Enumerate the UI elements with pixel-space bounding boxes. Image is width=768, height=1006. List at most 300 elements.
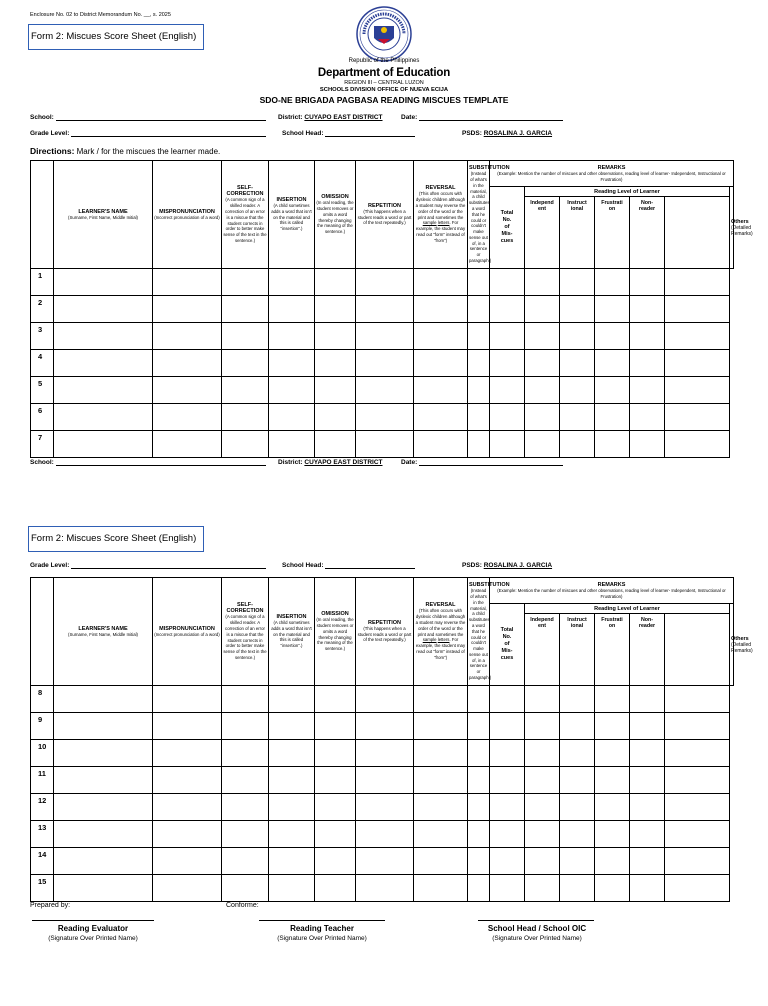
reading-level-header: Reading Level of Learner (525, 604, 730, 614)
table-row (31, 323, 734, 350)
entry-cell[interactable] (222, 821, 269, 848)
entry-cell[interactable] (490, 713, 525, 740)
entry-cell[interactable] (315, 296, 356, 323)
grade-level-line: Grade Level: (30, 130, 266, 137)
entry-cell[interactable] (490, 350, 525, 377)
entry-cell[interactable] (468, 431, 490, 458)
entry-cell[interactable] (54, 431, 153, 458)
entry-cell[interactable] (153, 713, 222, 740)
others-header: Others (Detailed Remarks) (730, 187, 734, 269)
entry-cell[interactable] (54, 323, 153, 350)
school-blank[interactable] (56, 114, 266, 121)
psds-value-2: ROSALINA J. GARCIA (483, 562, 553, 569)
entry-cell[interactable] (525, 740, 560, 767)
entry-cell[interactable] (153, 848, 222, 875)
total-miscues-header: Total No. of Mis- cues (490, 187, 525, 269)
entry-cell[interactable] (525, 296, 560, 323)
entry-cell[interactable] (153, 269, 222, 296)
school-head-role: School Head / School OIC (487, 924, 587, 933)
entry-cell[interactable] (490, 740, 525, 767)
miscues-table-2 (30, 577, 753, 902)
row-number: 11 (31, 767, 54, 794)
entry-cell[interactable] (665, 377, 730, 404)
entry-cell[interactable] (468, 767, 490, 794)
directions: Directions: Mark / for the miscues the learner made. (30, 146, 221, 156)
entry-cell[interactable] (54, 296, 153, 323)
school-line: School: (30, 114, 266, 121)
entry-cell[interactable] (665, 686, 730, 713)
form-title-box: Form 2: Miscues Score Sheet (English) (28, 24, 204, 50)
row-number: 1 (31, 269, 54, 296)
entry-cell[interactable] (560, 431, 595, 458)
entry-cell[interactable] (54, 821, 153, 848)
entry-cell[interactable] (665, 821, 730, 848)
entry-cell[interactable] (665, 713, 730, 740)
entry-cell[interactable] (490, 875, 525, 902)
district-line: District: CUYAPO EAST DISTRICT (278, 114, 383, 121)
entry-cell[interactable] (560, 296, 595, 323)
entry-cell[interactable] (315, 767, 356, 794)
entry-cell[interactable] (54, 269, 153, 296)
table-row (31, 269, 734, 296)
entry-cell[interactable] (356, 848, 414, 875)
entry-cell[interactable] (630, 686, 665, 713)
entry-cell[interactable] (468, 875, 490, 902)
enclosure-note: Enclosure No. 02 to District Memorandum No. __, s. 2025 (30, 12, 171, 18)
entry-cell[interactable] (525, 713, 560, 740)
entry-cell[interactable] (269, 740, 315, 767)
entry-cell[interactable] (222, 377, 269, 404)
entry-cell[interactable] (269, 269, 315, 296)
level-frustration-header: Frustrati on (595, 614, 630, 686)
entry-cell[interactable] (414, 377, 468, 404)
entry-cell[interactable] (153, 350, 222, 377)
school-head-line-2: School Head: (282, 562, 415, 569)
entry-cell[interactable] (153, 404, 222, 431)
grade-level-blank-2[interactable] (71, 562, 266, 569)
entry-cell[interactable] (560, 821, 595, 848)
entry-cell[interactable] (665, 323, 730, 350)
table-row (31, 848, 734, 875)
row-number: 4 (31, 350, 54, 377)
entry-cell[interactable] (525, 875, 560, 902)
entry-cell[interactable] (630, 323, 665, 350)
psds-line: PSDS: ROSALINA J. GARCIA (462, 130, 553, 137)
prepared-by-label: Prepared by: (30, 902, 71, 909)
department-title: Department of Education (317, 67, 451, 79)
entry-cell[interactable] (222, 740, 269, 767)
entry-cell[interactable] (414, 848, 468, 875)
entry-cell[interactable] (665, 848, 730, 875)
remarks-header: REMARKS (Example: Mention the number of miscues and other observations, reading level of learner- Independent, Instructional or Frustration) (490, 578, 734, 604)
entry-cell[interactable] (356, 431, 414, 458)
entry-cell[interactable] (269, 431, 315, 458)
entry-cell[interactable] (222, 713, 269, 740)
entry-cell[interactable] (153, 794, 222, 821)
entry-cell[interactable] (630, 713, 665, 740)
entry-cell[interactable] (222, 875, 269, 902)
republic-line: Republic of the Philippines (348, 58, 420, 64)
entry-cell[interactable] (490, 269, 525, 296)
reversal-header: REVERSAL (This often occurs with dyslexic children although a student may reverse the order of the word or the print and sometimes the sample letters. For example, the student may read out "form" instead of "from") (414, 578, 468, 686)
table-row (31, 296, 734, 323)
entry-cell[interactable] (595, 713, 630, 740)
entry-cell[interactable] (468, 350, 490, 377)
entry-cell[interactable] (525, 848, 560, 875)
entry-cell[interactable] (269, 350, 315, 377)
level-blank-header (665, 614, 730, 686)
entry-cell[interactable] (595, 269, 630, 296)
psds-value: ROSALINA J. GARCIA (483, 130, 553, 137)
entry-cell[interactable] (54, 848, 153, 875)
entry-cell[interactable] (468, 269, 490, 296)
entry-cell[interactable] (356, 767, 414, 794)
entry-cell[interactable] (222, 848, 269, 875)
row-number: 13 (31, 821, 54, 848)
entry-cell[interactable] (54, 377, 153, 404)
entry-cell[interactable] (490, 794, 525, 821)
entry-cell[interactable] (595, 848, 630, 875)
row-number: 3 (31, 323, 54, 350)
entry-cell[interactable] (490, 296, 525, 323)
entry-cell[interactable] (356, 794, 414, 821)
table-row (31, 686, 734, 713)
entry-cell[interactable] (356, 821, 414, 848)
entry-cell[interactable] (315, 269, 356, 296)
school-head-blank-2[interactable] (325, 562, 415, 569)
entry-cell[interactable] (414, 431, 468, 458)
entry-cell[interactable] (315, 848, 356, 875)
entry-cell[interactable] (54, 767, 153, 794)
entry-cell[interactable] (595, 767, 630, 794)
entry-cell[interactable] (269, 296, 315, 323)
insertion-header: INSERTION (A child sometimes adds a word that isn't on the material and this is called "insertion".) (269, 578, 315, 686)
entry-cell[interactable] (269, 713, 315, 740)
entry-cell[interactable] (153, 686, 222, 713)
entry-cell[interactable] (630, 875, 665, 902)
repetition-header: REPETITION (This happens when a student reads a word or part of the text repeatedly.) (356, 161, 414, 269)
entry-cell[interactable] (54, 686, 153, 713)
entry-cell[interactable] (560, 794, 595, 821)
entry-cell[interactable] (414, 821, 468, 848)
district-value-2: CUYAPO EAST DISTRICT (304, 459, 383, 466)
learner-name-header: LEARNER'S NAME (Surname, First Name, Middle Initial) (54, 161, 153, 269)
level-frustration-header: Frustrati on (595, 197, 630, 269)
entry-cell[interactable] (630, 296, 665, 323)
entry-cell[interactable] (356, 323, 414, 350)
entry-cell[interactable] (54, 740, 153, 767)
entry-cell[interactable] (665, 740, 730, 767)
form-title-box-2: Form 2: Miscues Score Sheet (English) (28, 526, 204, 552)
entry-cell[interactable] (468, 740, 490, 767)
table-row (31, 377, 734, 404)
entry-cell[interactable] (490, 686, 525, 713)
row-number: 9 (31, 713, 54, 740)
entry-cell[interactable] (490, 323, 525, 350)
district-line-2: District: CUYAPO EAST DISTRICT (278, 459, 383, 466)
entry-cell[interactable] (468, 377, 490, 404)
entry-cell[interactable] (222, 794, 269, 821)
entry-cell[interactable] (595, 875, 630, 902)
entry-cell[interactable] (315, 377, 356, 404)
entry-cell[interactable] (54, 713, 153, 740)
entry-cell[interactable] (269, 404, 315, 431)
level-instructional-header: Instruct ional (560, 197, 595, 269)
entry-cell[interactable] (222, 767, 269, 794)
entry-cell[interactable] (560, 767, 595, 794)
entry-cell[interactable] (414, 323, 468, 350)
entry-cell[interactable] (490, 767, 525, 794)
entry-cell[interactable] (665, 767, 730, 794)
entry-cell[interactable] (356, 377, 414, 404)
entry-cell[interactable] (222, 686, 269, 713)
entry-cell[interactable] (414, 269, 468, 296)
entry-cell[interactable] (595, 431, 630, 458)
school-blank-2[interactable] (56, 459, 266, 466)
table-row (31, 404, 734, 431)
entry-cell[interactable] (595, 323, 630, 350)
table-row (31, 713, 734, 740)
entry-cell[interactable] (525, 767, 560, 794)
entry-cell[interactable] (153, 323, 222, 350)
entry-cell[interactable] (630, 821, 665, 848)
entry-cell[interactable] (630, 350, 665, 377)
school-line-2: School: (30, 459, 266, 466)
entry-cell[interactable] (630, 377, 665, 404)
entry-cell[interactable] (414, 875, 468, 902)
row-number: 5 (31, 377, 54, 404)
grade-level-line-2: Grade Level: (30, 562, 266, 569)
entry-cell[interactable] (356, 269, 414, 296)
entry-cell[interactable] (665, 350, 730, 377)
entry-cell[interactable] (560, 404, 595, 431)
entry-cell[interactable] (315, 713, 356, 740)
entry-cell[interactable] (315, 350, 356, 377)
table-row (31, 794, 734, 821)
entry-cell[interactable] (630, 269, 665, 296)
entry-cell[interactable] (269, 794, 315, 821)
signature-line-teacher[interactable] (259, 920, 385, 921)
entry-cell[interactable] (222, 269, 269, 296)
entry-cell[interactable] (630, 794, 665, 821)
entry-cell[interactable] (315, 431, 356, 458)
entry-cell[interactable] (315, 404, 356, 431)
entry-cell[interactable] (222, 323, 269, 350)
self-correction-header: SELF-CORRECTION (A common sign of a skilled reader. A correction of an error is a miscue that the student corrects in order to better make sense of the text in the sentence.) (222, 578, 269, 686)
entry-cell[interactable] (665, 404, 730, 431)
entry-cell[interactable] (54, 794, 153, 821)
entry-cell[interactable] (595, 296, 630, 323)
entry-cell[interactable] (560, 686, 595, 713)
entry-cell[interactable] (153, 821, 222, 848)
entry-cell[interactable] (665, 269, 730, 296)
entry-cell[interactable] (222, 350, 269, 377)
entry-cell[interactable] (525, 269, 560, 296)
reading-evaluator-note: (Signature Over Printed Name) (48, 935, 138, 942)
conforme-label: Conforme: (226, 902, 259, 909)
omission-header: OMISSION (In oral reading, the student removes or omits a word thereby changing the meaning of the sentence.) (315, 161, 356, 269)
entry-cell[interactable] (490, 404, 525, 431)
entry-cell[interactable] (153, 377, 222, 404)
entry-cell[interactable] (54, 350, 153, 377)
entry-cell[interactable] (414, 767, 468, 794)
entry-cell[interactable] (269, 686, 315, 713)
level-nonreader-header: Non- reader (630, 197, 665, 269)
row-number: 15 (31, 875, 54, 902)
table-row (31, 875, 734, 902)
entry-cell[interactable] (356, 296, 414, 323)
entry-cell[interactable] (356, 686, 414, 713)
date-line: Date: (401, 114, 563, 121)
entry-cell[interactable] (269, 323, 315, 350)
reading-level-header: Reading Level of Learner (525, 187, 730, 197)
total-miscues-header: Total No. of Mis- cues (490, 604, 525, 686)
entry-cell[interactable] (525, 794, 560, 821)
table-row (31, 350, 734, 377)
entry-cell[interactable] (468, 794, 490, 821)
mispronunciation-header: MISPRONUNCIATION (Incorrect pronunciation of a word) (153, 161, 222, 269)
entry-cell[interactable] (153, 431, 222, 458)
entry-cell[interactable] (525, 821, 560, 848)
entry-cell[interactable] (414, 686, 468, 713)
entry-cell[interactable] (269, 848, 315, 875)
entry-cell[interactable] (525, 686, 560, 713)
entry-cell[interactable] (525, 350, 560, 377)
school-head-line: School Head: (282, 130, 415, 137)
signature-line-school-head[interactable] (478, 920, 594, 921)
entry-cell[interactable] (356, 740, 414, 767)
entry-cell[interactable] (315, 794, 356, 821)
entry-cell[interactable] (630, 431, 665, 458)
entry-cell[interactable] (414, 296, 468, 323)
entry-cell[interactable] (315, 821, 356, 848)
entry-cell[interactable] (222, 296, 269, 323)
entry-cell[interactable] (468, 296, 490, 323)
date-blank-2[interactable] (419, 459, 563, 466)
entry-cell[interactable] (630, 740, 665, 767)
division-line: SCHOOLS DIVISION OFFICE OF NUEVA ECIJA (319, 87, 449, 93)
level-instructional-header: Instruct ional (560, 614, 595, 686)
entry-cell[interactable] (630, 404, 665, 431)
entry-cell[interactable] (490, 377, 525, 404)
entry-cell[interactable] (490, 821, 525, 848)
entry-cell[interactable] (269, 377, 315, 404)
entry-cell[interactable] (665, 431, 730, 458)
entry-cell[interactable] (560, 269, 595, 296)
entry-cell[interactable] (269, 875, 315, 902)
entry-cell[interactable] (356, 713, 414, 740)
entry-cell[interactable] (468, 404, 490, 431)
entry-cell[interactable] (269, 767, 315, 794)
entry-cell[interactable] (315, 875, 356, 902)
table-row (31, 740, 734, 767)
entry-cell[interactable] (468, 713, 490, 740)
template-title: SDO-NE BRIGADA PAGBASA READING MISCUES TEMPLATE (259, 95, 509, 105)
entry-cell[interactable] (468, 821, 490, 848)
entry-cell[interactable] (153, 296, 222, 323)
date-blank[interactable] (419, 114, 563, 121)
entry-cell[interactable] (595, 821, 630, 848)
entry-cell[interactable] (560, 740, 595, 767)
entry-cell[interactable] (153, 740, 222, 767)
entry-cell[interactable] (54, 404, 153, 431)
level-independent-header: Independ ent (525, 197, 560, 269)
entry-cell[interactable] (525, 377, 560, 404)
entry-cell[interactable] (468, 686, 490, 713)
entry-cell[interactable] (315, 323, 356, 350)
entry-cell[interactable] (414, 404, 468, 431)
entry-cell[interactable] (560, 377, 595, 404)
entry-cell[interactable] (54, 875, 153, 902)
entry-cell[interactable] (414, 350, 468, 377)
signature-line-evaluator[interactable] (32, 920, 154, 921)
entry-cell[interactable] (468, 848, 490, 875)
entry-cell[interactable] (414, 713, 468, 740)
row-number: 14 (31, 848, 54, 875)
entry-cell[interactable] (560, 323, 595, 350)
entry-cell[interactable] (356, 350, 414, 377)
row-number-header (31, 578, 54, 686)
entry-cell[interactable] (468, 323, 490, 350)
entry-cell[interactable] (315, 686, 356, 713)
entry-cell[interactable] (315, 740, 356, 767)
entry-cell[interactable] (560, 713, 595, 740)
entry-cell[interactable] (269, 821, 315, 848)
entry-cell[interactable] (525, 404, 560, 431)
entry-cell[interactable] (665, 875, 730, 902)
row-number: 7 (31, 431, 54, 458)
entry-cell[interactable] (414, 794, 468, 821)
substitution-header: SUBSTITUTION (Instead of what's in the material, a child substitutes a word that he could or couldn't make sense out of, in a sentence or paragraph.) (468, 578, 490, 686)
school-head-blank[interactable] (325, 130, 415, 137)
entry-cell[interactable] (665, 296, 730, 323)
entry-cell[interactable] (525, 323, 560, 350)
entry-cell[interactable] (490, 431, 525, 458)
entry-cell[interactable] (490, 848, 525, 875)
entry-cell[interactable] (595, 740, 630, 767)
entry-cell[interactable] (630, 767, 665, 794)
learner-name-header: LEARNER'S NAME (Surname, First Name, Middle Initial) (54, 578, 153, 686)
level-independent-header: Independ ent (525, 614, 560, 686)
entry-cell[interactable] (595, 794, 630, 821)
entry-cell[interactable] (525, 431, 560, 458)
grade-level-blank[interactable] (71, 130, 266, 137)
reversal-header: REVERSAL (This often occurs with dyslexic children although a student may reverse the order of the word or the print and sometimes the sample letters. For example, the student may read out "form" instead of "from") (414, 161, 468, 269)
others-header: Others (Detailed Remarks) (730, 604, 734, 686)
remarks-header: REMARKS (Example: Mention the number of miscues and other observations, reading level of learner- Independent, Instructional or Frustration) (490, 161, 734, 187)
self-correction-header: SELF-CORRECTION (A common sign of a skilled reader. A correction of an error is a miscue that the student corrects in order to better make sense of the text in the sentence.) (222, 161, 269, 269)
entry-cell[interactable] (153, 767, 222, 794)
level-nonreader-header: Non- reader (630, 614, 665, 686)
entry-cell[interactable] (595, 404, 630, 431)
entry-cell[interactable] (414, 740, 468, 767)
entry-cell[interactable] (222, 431, 269, 458)
entry-cell[interactable] (595, 377, 630, 404)
entry-cell[interactable] (560, 875, 595, 902)
entry-cell[interactable] (560, 848, 595, 875)
entry-cell[interactable] (595, 350, 630, 377)
row-number: 12 (31, 794, 54, 821)
entry-cell[interactable] (595, 686, 630, 713)
entry-cell[interactable] (665, 794, 730, 821)
entry-cell[interactable] (222, 404, 269, 431)
entry-cell[interactable] (560, 350, 595, 377)
entry-cell[interactable] (630, 848, 665, 875)
entry-cell[interactable] (356, 404, 414, 431)
entry-cell[interactable] (153, 875, 222, 902)
date-line-2: Date: (401, 459, 563, 466)
entry-cell[interactable] (356, 875, 414, 902)
